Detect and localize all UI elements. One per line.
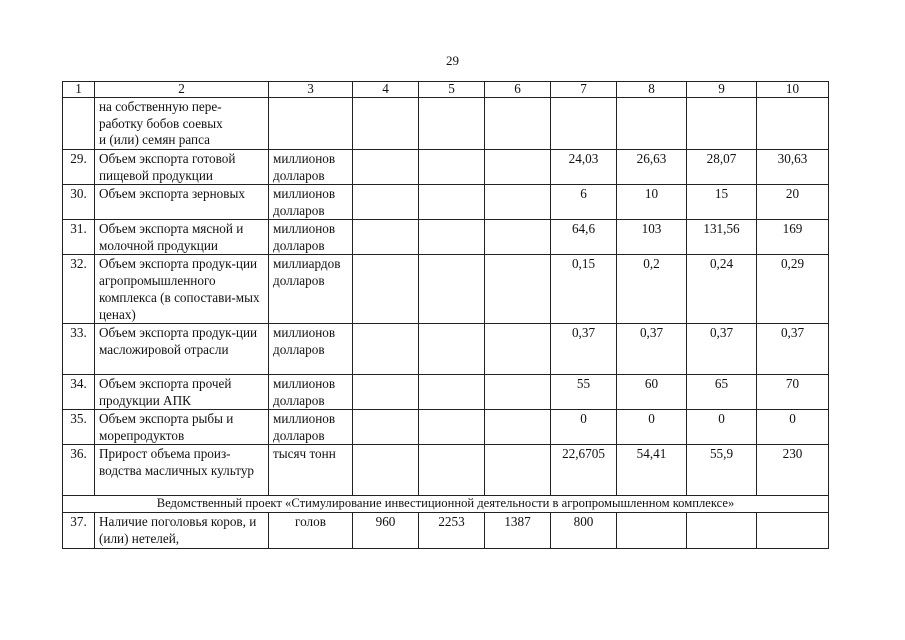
indicator-name-cell: Объем экспорта готовой пищевой продукции bbox=[95, 150, 269, 185]
value-cell bbox=[757, 513, 829, 549]
value-cell bbox=[353, 324, 419, 375]
unit-cell: миллиардов долларов bbox=[269, 255, 353, 324]
value-cell: 0,29 bbox=[757, 255, 829, 324]
value-cell: 230 bbox=[757, 445, 829, 496]
row-number-cell bbox=[63, 98, 95, 150]
value-cell bbox=[353, 255, 419, 324]
header-cell: 2 bbox=[95, 82, 269, 98]
unit-cell: миллионов долларов bbox=[269, 185, 353, 220]
value-cell: 0,37 bbox=[757, 324, 829, 375]
header-cell: 9 bbox=[687, 82, 757, 98]
row-number-cell: 32. bbox=[63, 255, 95, 324]
indicator-name-cell: Объем экспорта зерновых bbox=[95, 185, 269, 220]
value-cell bbox=[353, 150, 419, 185]
table-row bbox=[63, 220, 829, 255]
table-row bbox=[63, 255, 829, 324]
value-cell: 0,37 bbox=[551, 324, 617, 375]
table-row bbox=[63, 410, 829, 445]
unit-cell: миллионов долларов bbox=[269, 220, 353, 255]
indicator-name-cell: Объем экспорта мясной и молочной продукции bbox=[95, 220, 269, 255]
value-cell: 22,6705 bbox=[551, 445, 617, 496]
value-cell bbox=[419, 150, 485, 185]
value-cell: 0 bbox=[617, 410, 687, 445]
unit-cell: миллионов долларов bbox=[269, 375, 353, 410]
header-cell: 10 bbox=[757, 82, 829, 98]
value-cell: 131,56 bbox=[687, 220, 757, 255]
indicator-name-cell: Объем экспорта прочей продукции АПК bbox=[95, 375, 269, 410]
table-row bbox=[63, 513, 829, 549]
value-cell bbox=[353, 410, 419, 445]
row-number-cell: 34. bbox=[63, 375, 95, 410]
value-cell bbox=[353, 98, 419, 150]
value-cell: 0,37 bbox=[617, 324, 687, 375]
value-cell: 169 bbox=[757, 220, 829, 255]
value-cell bbox=[353, 185, 419, 220]
value-cell bbox=[687, 98, 757, 150]
header-cell: 1 bbox=[63, 82, 95, 98]
row-number-cell: 30. bbox=[63, 185, 95, 220]
row-number-cell: 29. bbox=[63, 150, 95, 185]
value-cell bbox=[419, 375, 485, 410]
row-number-cell: 37. bbox=[63, 513, 95, 549]
value-cell: 0,37 bbox=[687, 324, 757, 375]
indicator-name-cell: Объем экспорта продук-ции агропромышленного комплекса (в сопостави-мых ценах) bbox=[95, 255, 269, 324]
value-cell: 65 bbox=[687, 375, 757, 410]
value-cell bbox=[485, 220, 551, 255]
value-cell: 2253 bbox=[419, 513, 485, 549]
indicator-name-cell: Прирост объема произ-водства масличных культур bbox=[95, 445, 269, 496]
value-cell: 30,63 bbox=[757, 150, 829, 185]
value-cell bbox=[617, 513, 687, 549]
value-cell: 103 bbox=[617, 220, 687, 255]
unit-cell: миллионов долларов bbox=[269, 324, 353, 375]
indicator-name-cell: Наличие поголовья коров, и (или) нетелей, bbox=[95, 513, 269, 549]
value-cell: 70 bbox=[757, 375, 829, 410]
value-cell: 0,24 bbox=[687, 255, 757, 324]
unit-cell bbox=[269, 98, 353, 150]
value-cell: 0,2 bbox=[617, 255, 687, 324]
row-number-cell: 33. bbox=[63, 324, 95, 375]
value-cell bbox=[353, 445, 419, 496]
table-row bbox=[63, 185, 829, 220]
value-cell: 0 bbox=[757, 410, 829, 445]
header-cell: 7 bbox=[551, 82, 617, 98]
value-cell bbox=[757, 98, 829, 150]
table-row bbox=[63, 445, 829, 496]
value-cell: 54,41 bbox=[617, 445, 687, 496]
value-cell bbox=[419, 185, 485, 220]
value-cell bbox=[419, 410, 485, 445]
value-cell bbox=[551, 98, 617, 150]
unit-cell: тысяч тонн bbox=[269, 445, 353, 496]
value-cell: 28,07 bbox=[687, 150, 757, 185]
value-cell: 0 bbox=[551, 410, 617, 445]
header-cell: 8 bbox=[617, 82, 687, 98]
value-cell bbox=[485, 98, 551, 150]
value-cell bbox=[687, 513, 757, 549]
value-cell: 64,6 bbox=[551, 220, 617, 255]
row-number-cell: 31. bbox=[63, 220, 95, 255]
value-cell bbox=[419, 98, 485, 150]
value-cell: 1387 bbox=[485, 513, 551, 549]
value-cell bbox=[485, 445, 551, 496]
indicator-name-cell: на собственную пере- работку бобов соевых и (или) семян рапса bbox=[95, 98, 269, 150]
table-row bbox=[63, 375, 829, 410]
table-row bbox=[63, 150, 829, 185]
indicators-table bbox=[62, 81, 829, 549]
header-cell: 6 bbox=[485, 82, 551, 98]
value-cell: 55,9 bbox=[687, 445, 757, 496]
unit-cell: миллионов долларов bbox=[269, 150, 353, 185]
value-cell bbox=[485, 150, 551, 185]
header-cell: 3 bbox=[269, 82, 353, 98]
value-cell bbox=[353, 220, 419, 255]
row-number-cell: 35. bbox=[63, 410, 95, 445]
header-cell: 5 bbox=[419, 82, 485, 98]
value-cell: 10 bbox=[617, 185, 687, 220]
value-cell: 15 bbox=[687, 185, 757, 220]
indicator-name-cell: Объем экспорта продук-ции масложировой отрасли bbox=[95, 324, 269, 375]
value-cell: 55 bbox=[551, 375, 617, 410]
value-cell: 960 bbox=[353, 513, 419, 549]
value-cell: 800 bbox=[551, 513, 617, 549]
value-cell bbox=[419, 445, 485, 496]
page-number: 29 bbox=[446, 53, 459, 68]
value-cell bbox=[485, 185, 551, 220]
value-cell bbox=[419, 255, 485, 324]
section-row bbox=[63, 496, 829, 513]
value-cell: 20 bbox=[757, 185, 829, 220]
value-cell: 26,63 bbox=[617, 150, 687, 185]
value-cell bbox=[485, 324, 551, 375]
value-cell: 60 bbox=[617, 375, 687, 410]
value-cell bbox=[485, 410, 551, 445]
row-number-cell: 36. bbox=[63, 445, 95, 496]
value-cell bbox=[353, 375, 419, 410]
value-cell: 6 bbox=[551, 185, 617, 220]
table-row bbox=[63, 324, 829, 375]
header-cell: 4 bbox=[353, 82, 419, 98]
indicator-name-cell: Объем экспорта рыбы и морепродуктов bbox=[95, 410, 269, 445]
value-cell bbox=[419, 324, 485, 375]
value-cell bbox=[485, 255, 551, 324]
value-cell: 0,15 bbox=[551, 255, 617, 324]
value-cell: 24,03 bbox=[551, 150, 617, 185]
unit-cell: миллионов долларов bbox=[269, 410, 353, 445]
section-title: Ведомственный проект «Стимулирование инвестиционной деятельности в агропромышленном комплексе» bbox=[63, 496, 829, 513]
unit-cell: голов bbox=[269, 513, 353, 549]
table-row-continued bbox=[63, 98, 829, 150]
value-cell bbox=[419, 220, 485, 255]
value-cell bbox=[617, 98, 687, 150]
header-row bbox=[63, 82, 829, 98]
value-cell: 0 bbox=[687, 410, 757, 445]
value-cell bbox=[485, 375, 551, 410]
